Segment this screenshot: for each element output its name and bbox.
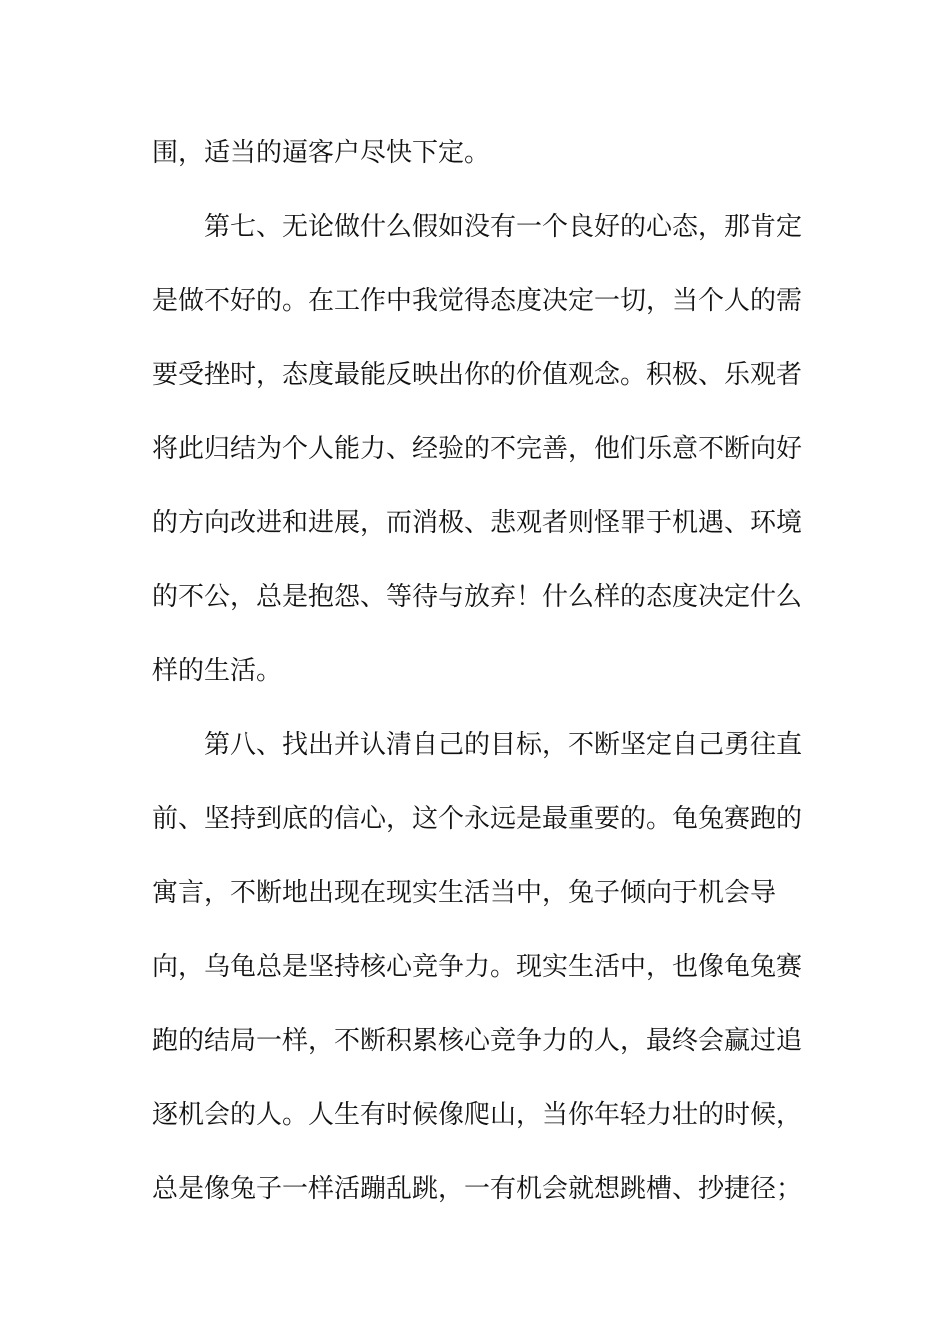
body-text [152, 116, 803, 1226]
text-line: 将此归结为个人能力、经验的不完善，他们乐意不断向好 [152, 434, 803, 464]
text-line: 样的生活。 [152, 656, 283, 686]
text-line: 的不公，总是抱怨、等待与放弃！什么样的态度决定什么 [152, 582, 803, 612]
text-line: 跑的结局一样，不断积累核心竞争力的人，最终会赢过追 [152, 1026, 803, 1056]
paragraph-start-line: 第七、无论做什么假如没有一个良好的心态，那肯定 [204, 212, 803, 242]
text-line: 前、坚持到底的信心，这个永远是最重要的。龟兔赛跑的 [152, 804, 803, 834]
text-line: 是做不好的。在工作中我觉得态度决定一切，当个人的需 [152, 286, 803, 316]
text-line: 总是像兔子一样活蹦乱跳，一有机会就想跳槽、抄捷径； [152, 1174, 803, 1204]
paragraph-start-line: 第八、找出并认清自己的目标，不断坚定自己勇往直 [204, 730, 803, 760]
text-line: 寓言，不断地出现在现实生活当中，兔子倾向于机会导 [152, 878, 777, 908]
text-line: 的方向改进和进展，而消极、悲观者则怪罪于机遇、环境 [152, 508, 803, 538]
text-line: 逐机会的人。人生有时候像爬山，当你年轻力壮的时候， [152, 1100, 803, 1130]
text-line: 围，适当的逼客户尽快下定。 [152, 138, 491, 168]
text-line: 要受挫时，态度最能反映出你的价值观念。积极、乐观者 [152, 360, 803, 390]
text-line: 向，乌龟总是坚持核心竞争力。现实生活中，也像龟兔赛 [152, 952, 803, 982]
